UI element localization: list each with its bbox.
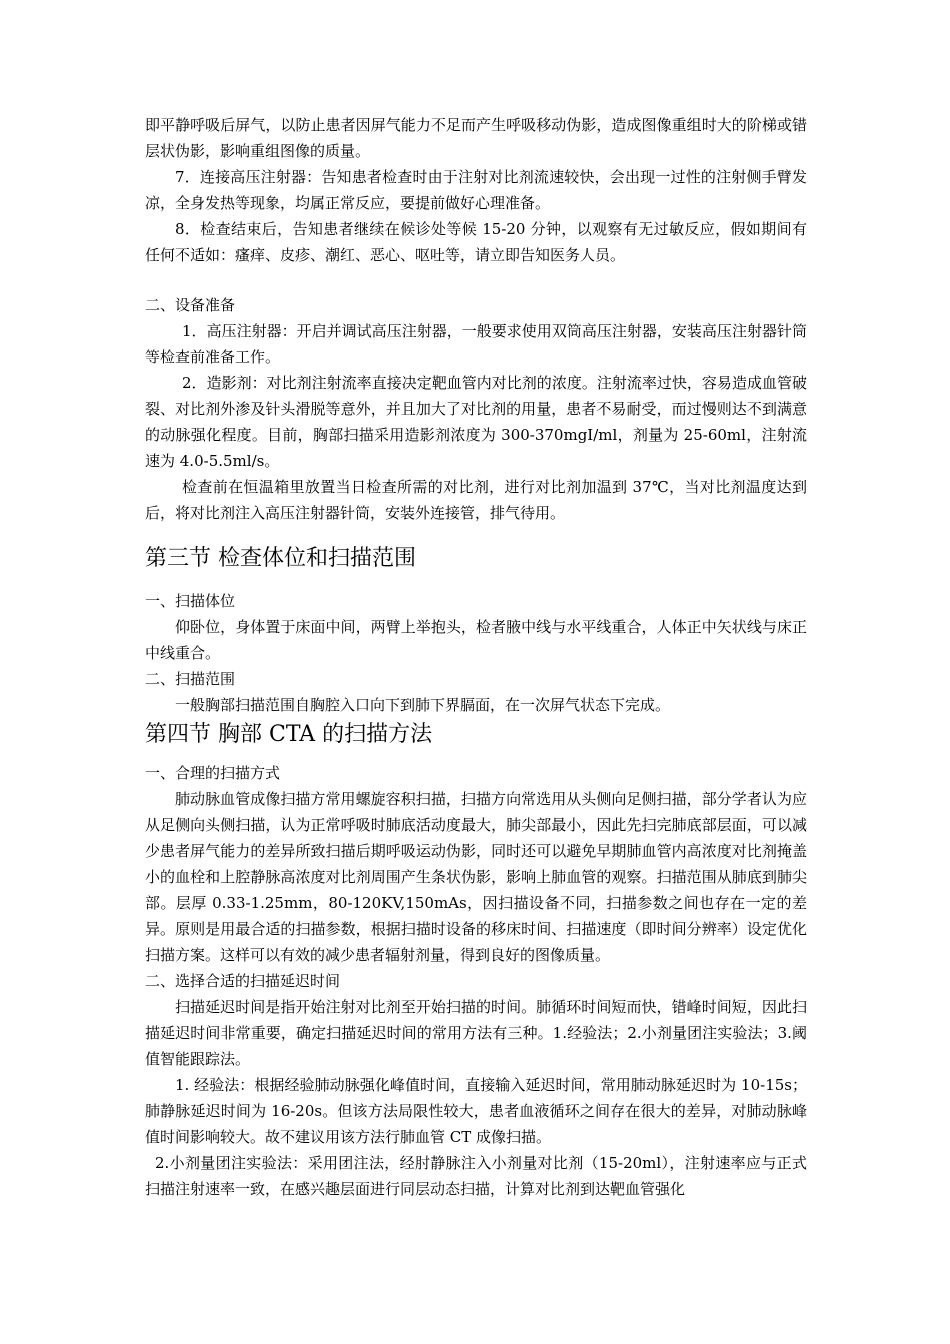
paragraph-item-8: 8．检查结束后，告知患者继续在候诊处等候 15-20 分钟，以观察有无过敏反应，假如期间有任何不适如：瘙痒、皮疹、潮红、恶心、呕吐等，请立即告知医务人员。 (145, 220, 807, 264)
paragraph-breath-hold: 即平静呼吸后屏气，以防止患者因屏气能力不足而产生呼吸移动伪影，造成图像重组时大的阶梯或错层状伪影，影响重组图像的质量。 (145, 116, 807, 160)
paragraph-gap (145, 268, 807, 292)
equipment-heading: 二、设备准备 (145, 296, 236, 314)
section-3-sub-1: 一、扫描体位 (145, 592, 236, 610)
section-3-text-1: 仰卧位，身体置于床面中间，两臂上举抱头，检者腋中线与水平线重合，人体正中矢状线与床正中线重合。 (145, 618, 807, 662)
section-3-sub-2: 二、扫描范围 (145, 670, 236, 688)
section-4-text-2: 扫描延迟时间是指开始注射对比剂至开始扫描的时间。肺循环时间短而快，错峰时间短，因此扫描延迟时间非常重要，确定扫描延迟时间的常用方法有三种。1.经验法；2.小剂量团注实验法；3.阈值智能跟踪法。 (145, 998, 807, 1068)
document-page (145, 112, 807, 1202)
section-4-sub-2: 二、选择合适的扫描延迟时间 (145, 972, 341, 990)
equipment-item-3: 检查前在恒温箱里放置当日检查所需的对比剂，进行对比剂加温到 37℃，当对比剂温度达到后，将对比剂注入高压注射器针筒，安装外连接管，排气待用。 (145, 478, 807, 522)
section-3-title: 第三节 检查体位和扫描范围 (145, 546, 416, 571)
section-3-text-2: 一般胸部扫描范围自胸腔入口向下到肺下界膈面，在一次屏气状态下完成。 (175, 696, 671, 714)
paragraph-item-7: 7．连接高压注射器：告知患者检查时由于注射对比剂流速较快，会出现一过性的注射侧手臂发凉，全身发热等现象，均属正常反应，要提前做好心理准备。 (145, 168, 807, 212)
section-4-sub-1: 一、合理的扫描方式 (145, 764, 281, 782)
section-4-text-1: 肺动脉血管成像扫描方常用螺旋容积扫描，扫描方向常选用从头侧向足侧扫描，部分学者认为应从足侧向头侧扫描，认为正常呼吸时肺底活动度最大，肺尖部最小，因此先扫完肺底部层面，可以减少患者屏气能力的差异所致扫描后期呼吸运动伪影，同时还可以避免早期肺血管内高浓度对比剂掩盖小的血栓和上腔静脉高浓度对比剂周围产生条状伪影，影响上肺血管的观察。扫描范围从肺底到肺尖部。层厚 0.33-1.25mm，80-120KV,150mAs，因扫描设备不同，扫描参数之间也存在一定的差异。原则是用最合适的扫描参数，根据扫描时设备的移床时间、扫描速度（即时间分辨率）设定优化扫描方案。这样可以有效的减少患者辐射剂量，得到良好的图像质量。 (145, 790, 807, 964)
section-4-text-3: 1. 经验法：根据经验肺动脉强化峰值时间，直接输入延迟时间，常用肺动脉延迟时为 10-15s；肺静脉延迟时间为 16-20s。但该方法局限性较大，患者血液循环之间存在很大的差异，对肺动脉峰值时间影响较大。故不建议用该方法行肺血管 CT 成像扫描。 (145, 1076, 807, 1146)
section-4-text-4: 2.小剂量团注实验法：采用团注法，经肘静脉注入小剂量对比剂（15-20ml），注射速率应与正式扫描注射速率一致，在感兴趣层面进行同层动态扫描，计算对比剂到达靶血管强化 (145, 1154, 807, 1198)
section-4-title: 第四节 胸部 CTA 的扫描方法 (145, 722, 433, 747)
equipment-item-2: 2．造影剂：对比剂注射流率直接决定靶血管内对比剂的浓度。注射流率过快，容易造成血管破裂、对比剂外渗及针头滑脱等意外，并且加大了对比剂的用量，患者不易耐受，而过慢则达不到满意的动脉强化程度。目前，胸部扫描采用造影剂浓度为 300-370mgI/ml，剂量为 25-60ml，注射流速为 4.0-5.5ml/s。 (145, 374, 807, 470)
equipment-item-1: 1．高压注射器：开启并调试高压注射器，一般要求使用双筒高压注射器，安装高压注射器针筒等检查前准备工作。 (145, 322, 807, 366)
